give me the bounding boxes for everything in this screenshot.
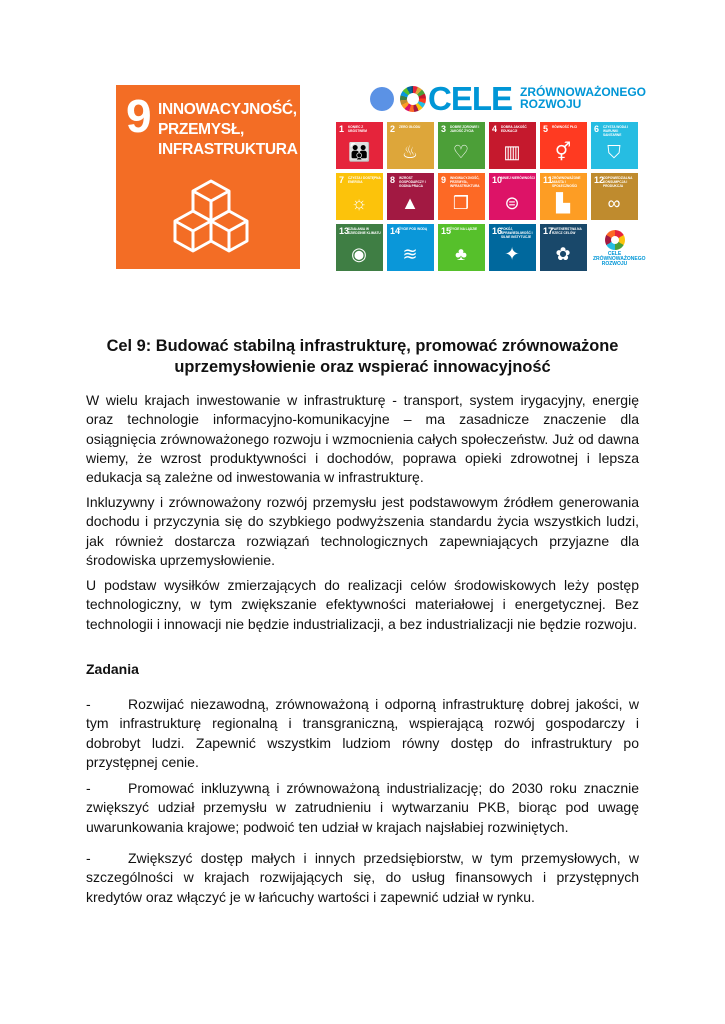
sun-icon: ☼ (350, 193, 368, 213)
sdg-poster (336, 80, 646, 269)
sdg-logo-tile (591, 224, 646, 271)
goal-label: ZRÓWNOWAŻONE MIASTA I SPOŁECZNOŚCI (552, 176, 581, 188)
goal-label: DOBRA JAKOŚĆ EDUKACJI (501, 125, 527, 133)
goal-label: DOBRE ZDROWIE I JAKOŚĆ ŻYCIA (450, 125, 480, 133)
water-icon: ⛉ (607, 142, 621, 162)
goal-number: 6 (594, 124, 600, 134)
sdg9-title: INNOWACYJNOŚĆ, PRZEMYSŁ, INFRASTRUKTURA (158, 101, 298, 158)
goal-number: 3 (441, 124, 447, 134)
city-icon: ▙ (556, 193, 570, 213)
task-item-3 (86, 849, 639, 907)
poster-header (370, 80, 646, 117)
sdg-goal-tile-5 (540, 122, 587, 169)
sdg9-number: 9 (126, 90, 152, 142)
goal-number: 14 (390, 226, 401, 236)
eye-globe-icon: ◉ (351, 244, 367, 264)
sdg-goal-tile-16 (489, 224, 536, 271)
tasks-heading: Zadania (86, 661, 139, 677)
book-icon: ▥ (503, 142, 521, 162)
sdg-wheel-icon (605, 230, 625, 250)
goal-label: MNIEJ NIERÓWNOŚCI (501, 176, 535, 180)
goal-label: CZYSTA I DOSTĘPNA ENERGIA (348, 176, 381, 184)
poster-brand-sub-line2: ROZWOJU (520, 97, 582, 111)
goal-number: 8 (390, 175, 396, 185)
task-item-2 (86, 779, 639, 837)
goal-number: 10 (492, 175, 503, 185)
goal-number: 11 (543, 175, 553, 185)
sdg-goal-tile-12 (591, 173, 638, 220)
cubes-icon (168, 177, 254, 259)
sdg-goal-tile-2 (387, 122, 434, 169)
sdg-goal-tile-17 (540, 224, 587, 271)
task-item-1 (86, 695, 639, 772)
goal-number: 2 (390, 124, 396, 134)
gender-icon: ⚥ (554, 142, 572, 162)
dove-icon: ✦ (504, 244, 520, 264)
goal-label: ŻYCIE POD WODĄ (399, 227, 428, 231)
un-emblem-icon (370, 87, 394, 111)
goal-number: 15 (441, 226, 452, 236)
goal-number: 5 (543, 124, 549, 134)
family-icon: 👪 (348, 142, 371, 162)
growth-chart-icon: ▲ (401, 193, 419, 213)
goal-label: WZROST GOSPODARCZY I GODNA PRACA (399, 176, 426, 188)
bowl-icon: ♨ (401, 142, 419, 162)
fish-icon: ≋ (402, 244, 418, 264)
poster-brand: CELE (428, 80, 513, 117)
goal-number: 1 (339, 124, 345, 134)
sdg-goal-tile-3 (438, 122, 485, 169)
tree-icon: ♣ (455, 244, 467, 264)
sdg-goal-tile-13 (336, 224, 383, 271)
sdg-goal-tile-15 (438, 224, 485, 271)
heartbeat-icon: ♡ (452, 142, 470, 162)
infinity-icon: ∞ (607, 193, 621, 213)
equal-icon: ⊜ (504, 193, 520, 213)
poster-brand-sub-line1: ZRÓWNOWAŻONEGO (520, 85, 646, 99)
sdg-goal-tile-1 (336, 122, 383, 169)
goal-label: INNOWACYJNOŚĆ, PRZEMYSŁ, INFRASTRUKTURA (450, 176, 480, 188)
sdg-goal-tile-11 (540, 173, 587, 220)
goal-number: 12 (594, 175, 605, 185)
goal-label: PARTNERSTWA NA RZECZ CELÓW (552, 227, 582, 235)
goal-label: RÓWNOŚĆ PŁCI (552, 125, 578, 129)
goal-label: CZYSTA WODA I WARUNKI SANITARNE (603, 125, 629, 137)
goal-label: ŻYCIE NA LĄDZIE (450, 227, 478, 231)
cubes-icon: ❒ (452, 193, 470, 213)
paragraph-3: U podstaw wysiłków zmierzających do realizacji celów środowiskowych leży postęp technologiczny, w tym zwiększanie efektywności materiałowej i energetycznej. Bez technologii i innowacji nie będzie industrializacji, a bez industrializacji nie będzie rozwoju. (86, 577, 639, 632)
task-text: Zwiększyć dostęp małych i innych przedsiębiorstw, w tym przemysłowych, w szczególności w krajach rozwijających się, do usług finansowych i przystępnych kredytów oraz włączyć je w łańcuchy wartości i zapewnić udział w rynku. (86, 850, 639, 905)
page-title: Cel 9: Budować stabilną infrastrukturę, promować zrównoważone uprzemysłowienie oraz wspierać innowacyjność (106, 337, 619, 376)
goal-label: ODPOWIEDZIALNA KONSUMPCJA I PRODUKCJA (603, 176, 633, 188)
task-text: Rozwijać niezawodną, zrównoważoną i odporną infrastrukturę dobrej jakości, w tym infrastrukturę regionalną i transgraniczną, wspierającą rozwój gospodarczy i dobrobyt ludzi. Zapewnić wszystkim ludziom równy dostęp do infrastruktury po przystępnej cenie. (86, 696, 639, 770)
sdg9-tile (116, 85, 300, 269)
goal-number: 7 (339, 175, 345, 185)
sdg-goal-tile-10 (489, 173, 536, 220)
paragraph-2: Inkluzywny i zrównoważony rozwój przemysłu jest podstawowym źródłem generowania dochodu i przyczynia się do szybkiego podwyższenia standardu życia wszystkich ludzi, jak również dostarcza rozwiązań technologicznych zapewniających przyjazne dla środowiska uprzemysłowienie. (86, 494, 639, 568)
sdg-goal-tile-9 (438, 173, 485, 220)
sdg-goal-tile-7 (336, 173, 383, 220)
task-bullet: - (86, 780, 91, 796)
goal-label: POKÓJ, SPRAWIEDLIWOŚĆ I SILNE INSTYTUCJE (501, 227, 533, 239)
sdg-wheel-icon (400, 86, 426, 112)
sdg-goal-tile-8 (387, 173, 434, 220)
goal-number: 16 (492, 226, 503, 236)
goal-number: 9 (441, 175, 447, 185)
goal-number: 4 (492, 124, 498, 134)
paragraph-1: W wielu krajach inwestowanie w infrastrukturę - transport, system irygacyjny, energię oraz technologie informacyjno-komunikacyjne – ma zasadnicze znaczenie dla osiągnięcia zrównoważonego rozwoju i wzmocnienia całych społeczeństw. Już od dawna wiemy, że wzrost produktywności i dochodów, poprawa opieki zdrowotnej i lepsza edukacja są zależne od inwestowania w infrastrukturę. (86, 392, 639, 486)
goal-label: KONIEC Z UBÓSTWEM (348, 125, 367, 133)
goal-number: 17 (543, 226, 554, 236)
task-bullet: - (86, 696, 91, 712)
task-bullet: - (86, 850, 91, 866)
sdg-goal-tile-4 (489, 122, 536, 169)
sdg-goal-tile-14 (387, 224, 434, 271)
goal-number: 13 (339, 226, 350, 236)
goal-label: ZERO GŁODU (399, 125, 421, 129)
rings-icon: ✿ (555, 244, 571, 264)
poster-brand-subtitle (520, 86, 646, 110)
task-text: Promować inkluzywną i zrównoważoną industrializację; do 2030 roku znacznie zwiększyć udział przemysłu w zatrudnieniu i wytwarzaniu PKB, biorąc pod uwagę uwarunkowania krajowe; podwoić ten udział w krajach najsłabiej rozwiniętych. (86, 780, 639, 835)
goal-label: DZIAŁANIA W DZIEDZINIE KLIMATU (348, 227, 381, 235)
logo-tile-text: CELE ZRÓWNOWAŻONEGO ROZWOJU (593, 251, 646, 267)
sdg-goal-tile-6 (591, 122, 638, 169)
